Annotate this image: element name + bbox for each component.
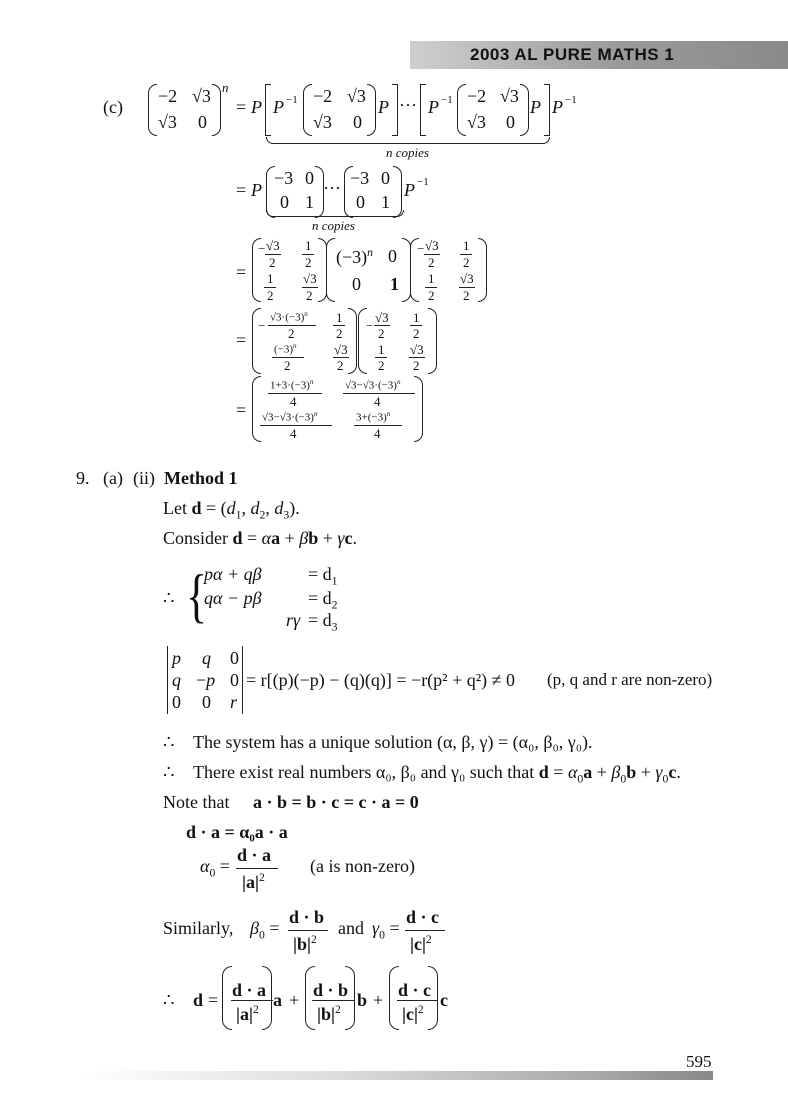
fraction-num: 1 bbox=[413, 310, 420, 325]
fraction-num: √3 bbox=[303, 271, 317, 286]
fraction-num: d · b bbox=[289, 907, 325, 927]
paren-left bbox=[303, 84, 312, 136]
paren-right bbox=[212, 84, 221, 136]
fraction-num: 1 bbox=[267, 271, 274, 286]
bracket-right bbox=[392, 84, 398, 136]
exponent: n bbox=[293, 342, 297, 350]
nonzero-note: (p, q and r are non-zero) bbox=[547, 670, 713, 689]
fraction-den: 2 bbox=[378, 358, 385, 373]
fraction-num: 1+3·(−3) bbox=[270, 379, 310, 392]
exponent: n bbox=[367, 246, 373, 259]
underbrace bbox=[266, 210, 404, 217]
fraction-num: 1 bbox=[378, 342, 385, 357]
therefore-symbol: ∴ bbox=[163, 588, 175, 608]
power-base: (−3) bbox=[336, 247, 368, 267]
fraction-den: 2 bbox=[463, 255, 470, 270]
matrix-entry: √3 bbox=[192, 86, 211, 106]
matrix-entry: −3 bbox=[274, 168, 294, 188]
exponent: n bbox=[309, 378, 314, 386]
matrix-entry: 0 bbox=[356, 192, 365, 212]
brace-label: n copies bbox=[312, 218, 355, 233]
fraction-den: 2 bbox=[269, 255, 276, 270]
nonzero-note: (a is non-zero) bbox=[310, 856, 415, 876]
equation-rhs: = d bbox=[308, 588, 332, 608]
fraction-num: √3 bbox=[266, 238, 280, 253]
fraction-num: √3 bbox=[425, 238, 439, 253]
let-word: Let bbox=[163, 498, 187, 518]
consider-word: Consider bbox=[163, 528, 228, 548]
brace-label: n copies bbox=[386, 145, 429, 160]
matrix-entry: −2 bbox=[313, 86, 333, 106]
exponent: n bbox=[222, 80, 229, 95]
fraction-num: d · a bbox=[232, 980, 267, 1000]
exponent: n bbox=[386, 410, 391, 418]
exponent: −1 bbox=[417, 176, 429, 188]
matrix-entry: 1 bbox=[390, 274, 399, 294]
fraction-den: 4 bbox=[374, 394, 381, 409]
fraction-den: 2 bbox=[305, 255, 312, 270]
orthogonality-eq: a · b = b · c = c · a = 0 bbox=[253, 792, 419, 812]
and-word: and bbox=[338, 918, 364, 938]
curly-brace: { bbox=[186, 562, 208, 629]
matrix-entry: 0 bbox=[198, 112, 207, 132]
symbol-P: P bbox=[404, 180, 415, 200]
determinant-bar bbox=[167, 646, 168, 714]
fraction-den: 2 bbox=[428, 255, 435, 270]
symbol-P: P bbox=[251, 97, 262, 117]
matrix-entry: −3 bbox=[350, 168, 370, 188]
paren-left bbox=[148, 84, 157, 136]
determinant-bar bbox=[242, 646, 243, 714]
matrix-entry: √3 bbox=[313, 112, 332, 132]
fraction-den: 2 bbox=[428, 288, 435, 303]
paren-left bbox=[326, 238, 335, 302]
fraction-den: 2 bbox=[336, 326, 343, 341]
method-heading: Method 1 bbox=[164, 468, 238, 488]
equation-rhs: = d bbox=[308, 564, 332, 584]
paren-right bbox=[520, 84, 529, 136]
fraction-num: 1 bbox=[428, 271, 435, 286]
matrix-entry: 1 bbox=[381, 192, 390, 212]
ellipsis: ··· bbox=[399, 95, 417, 115]
ellipsis: ··· bbox=[323, 178, 341, 198]
paren-right bbox=[262, 966, 272, 1030]
fraction-num: d · a bbox=[237, 845, 272, 865]
unique-solution-text: The system has a unique solution (α, β, γ) = (α₀, β₀, γ₀). bbox=[193, 732, 593, 752]
fraction-den: 2 bbox=[413, 326, 420, 341]
question-number: 9. bbox=[76, 468, 90, 488]
symbol-P: P bbox=[428, 97, 439, 117]
paren-right bbox=[348, 308, 357, 374]
page-number: 595 bbox=[686, 1052, 712, 1071]
fraction-num: √3 bbox=[460, 271, 474, 286]
therefore-symbol: ∴ bbox=[163, 990, 175, 1010]
paren-right bbox=[428, 966, 438, 1030]
fraction-den: 2 bbox=[463, 288, 470, 303]
fraction-num: (−3) bbox=[274, 343, 294, 356]
therefore-symbol: ∴ bbox=[163, 732, 175, 752]
similarly-word: Similarly, bbox=[163, 918, 234, 938]
symbol-P: P bbox=[552, 97, 563, 117]
equals: = bbox=[236, 330, 247, 350]
fraction-num: 1 bbox=[463, 238, 470, 253]
equation-line: pα + qβ bbox=[204, 564, 262, 584]
note-word: Note that bbox=[163, 792, 230, 812]
equals: = bbox=[236, 97, 247, 117]
fraction-den: 4 bbox=[290, 394, 297, 409]
fraction-num: d · c bbox=[398, 980, 432, 1000]
equals: = bbox=[236, 180, 247, 200]
fraction-num: √3 bbox=[334, 342, 348, 357]
bracket-right bbox=[544, 84, 550, 136]
determinant-result: = r[(p)(−p) − (q)(q)] = −r(p² + q²) ≠ 0 bbox=[246, 670, 515, 690]
fraction-den: 2 bbox=[378, 326, 385, 341]
exponent: n bbox=[313, 410, 318, 418]
matrix-entry: 0 bbox=[352, 274, 361, 294]
header-title: 2003 AL PURE MATHS 1 bbox=[470, 45, 675, 64]
symbol-P: P bbox=[530, 97, 541, 117]
fraction-den: 2 bbox=[288, 326, 295, 341]
exponent: n bbox=[396, 378, 401, 386]
therefore-symbol: ∴ bbox=[163, 762, 175, 782]
equation-line: rγ bbox=[286, 610, 301, 630]
matrix-entry: √3 bbox=[500, 86, 519, 106]
fraction-den: 2 bbox=[306, 288, 313, 303]
matrix-entry: √3 bbox=[467, 112, 486, 132]
subpart-label: (ii) bbox=[133, 468, 155, 488]
fraction-den: 4 bbox=[374, 426, 381, 441]
underbrace bbox=[266, 137, 550, 144]
bracket-left bbox=[420, 84, 426, 136]
fraction-den: 4 bbox=[290, 426, 297, 441]
fraction-num: √3−√3·(−3) bbox=[262, 411, 314, 424]
equals: = bbox=[236, 400, 247, 420]
fraction-num: 3+(−3) bbox=[356, 411, 387, 424]
matrix-entry: −2 bbox=[158, 86, 178, 106]
equation-line: qα − pβ bbox=[204, 588, 262, 608]
fraction-num: d · c bbox=[406, 907, 440, 927]
symbol-P: P bbox=[378, 97, 389, 117]
matrix-entry: 0 bbox=[388, 246, 397, 266]
fraction-den: 2 bbox=[284, 358, 291, 373]
matrix-entry: 0 bbox=[353, 112, 362, 132]
exponent: −1 bbox=[286, 94, 298, 106]
bracket-left bbox=[265, 84, 271, 136]
fraction-num: √3·(−3) bbox=[270, 311, 305, 324]
fraction-num: 1 bbox=[305, 238, 312, 253]
exponent: n bbox=[304, 310, 308, 318]
symbol-P: P bbox=[251, 180, 262, 200]
fraction-num: 1 bbox=[336, 310, 343, 325]
fraction-num: √3 bbox=[410, 342, 424, 357]
paren-right bbox=[367, 84, 376, 136]
matrix-entry: 0 bbox=[506, 112, 515, 132]
part-label: (a) bbox=[103, 468, 123, 488]
fraction-den: 2 bbox=[337, 358, 344, 373]
fraction-den: 2 bbox=[267, 288, 274, 303]
paren-right bbox=[428, 308, 437, 374]
paren-right bbox=[345, 966, 355, 1030]
equals: = bbox=[236, 262, 247, 282]
matrix-entry: 0 bbox=[381, 168, 390, 188]
exponent: −1 bbox=[441, 94, 453, 106]
existence-text: There exist real numbers α₀, β₀ and γ₀ such that bbox=[193, 762, 535, 782]
matrix-entry: √3 bbox=[347, 86, 366, 106]
fraction-num: √3−√3·(−3) bbox=[345, 379, 397, 392]
matrix-entry: −2 bbox=[467, 86, 487, 106]
fraction-den: 2 bbox=[413, 358, 420, 373]
dot-equation: d · a = α₀a · a bbox=[186, 822, 288, 842]
footer-bar bbox=[80, 1071, 713, 1080]
exponent: −1 bbox=[565, 94, 577, 106]
symbol-P: P bbox=[273, 97, 284, 117]
paren-left bbox=[252, 376, 261, 442]
matrix-entry: √3 bbox=[158, 112, 177, 132]
matrix-entry: 1 bbox=[305, 192, 314, 212]
paren-right bbox=[478, 238, 487, 302]
paren-left bbox=[457, 84, 466, 136]
paren-left bbox=[222, 966, 232, 1030]
paren-right bbox=[414, 376, 423, 442]
equation-rhs: = d bbox=[308, 610, 332, 630]
matrix-entry: 0 bbox=[305, 168, 314, 188]
matrix-entry: 0 bbox=[280, 192, 289, 212]
fraction-num: √3 bbox=[375, 310, 389, 325]
fraction-num: d · b bbox=[313, 980, 349, 1000]
part-c-label: (c) bbox=[103, 97, 123, 117]
